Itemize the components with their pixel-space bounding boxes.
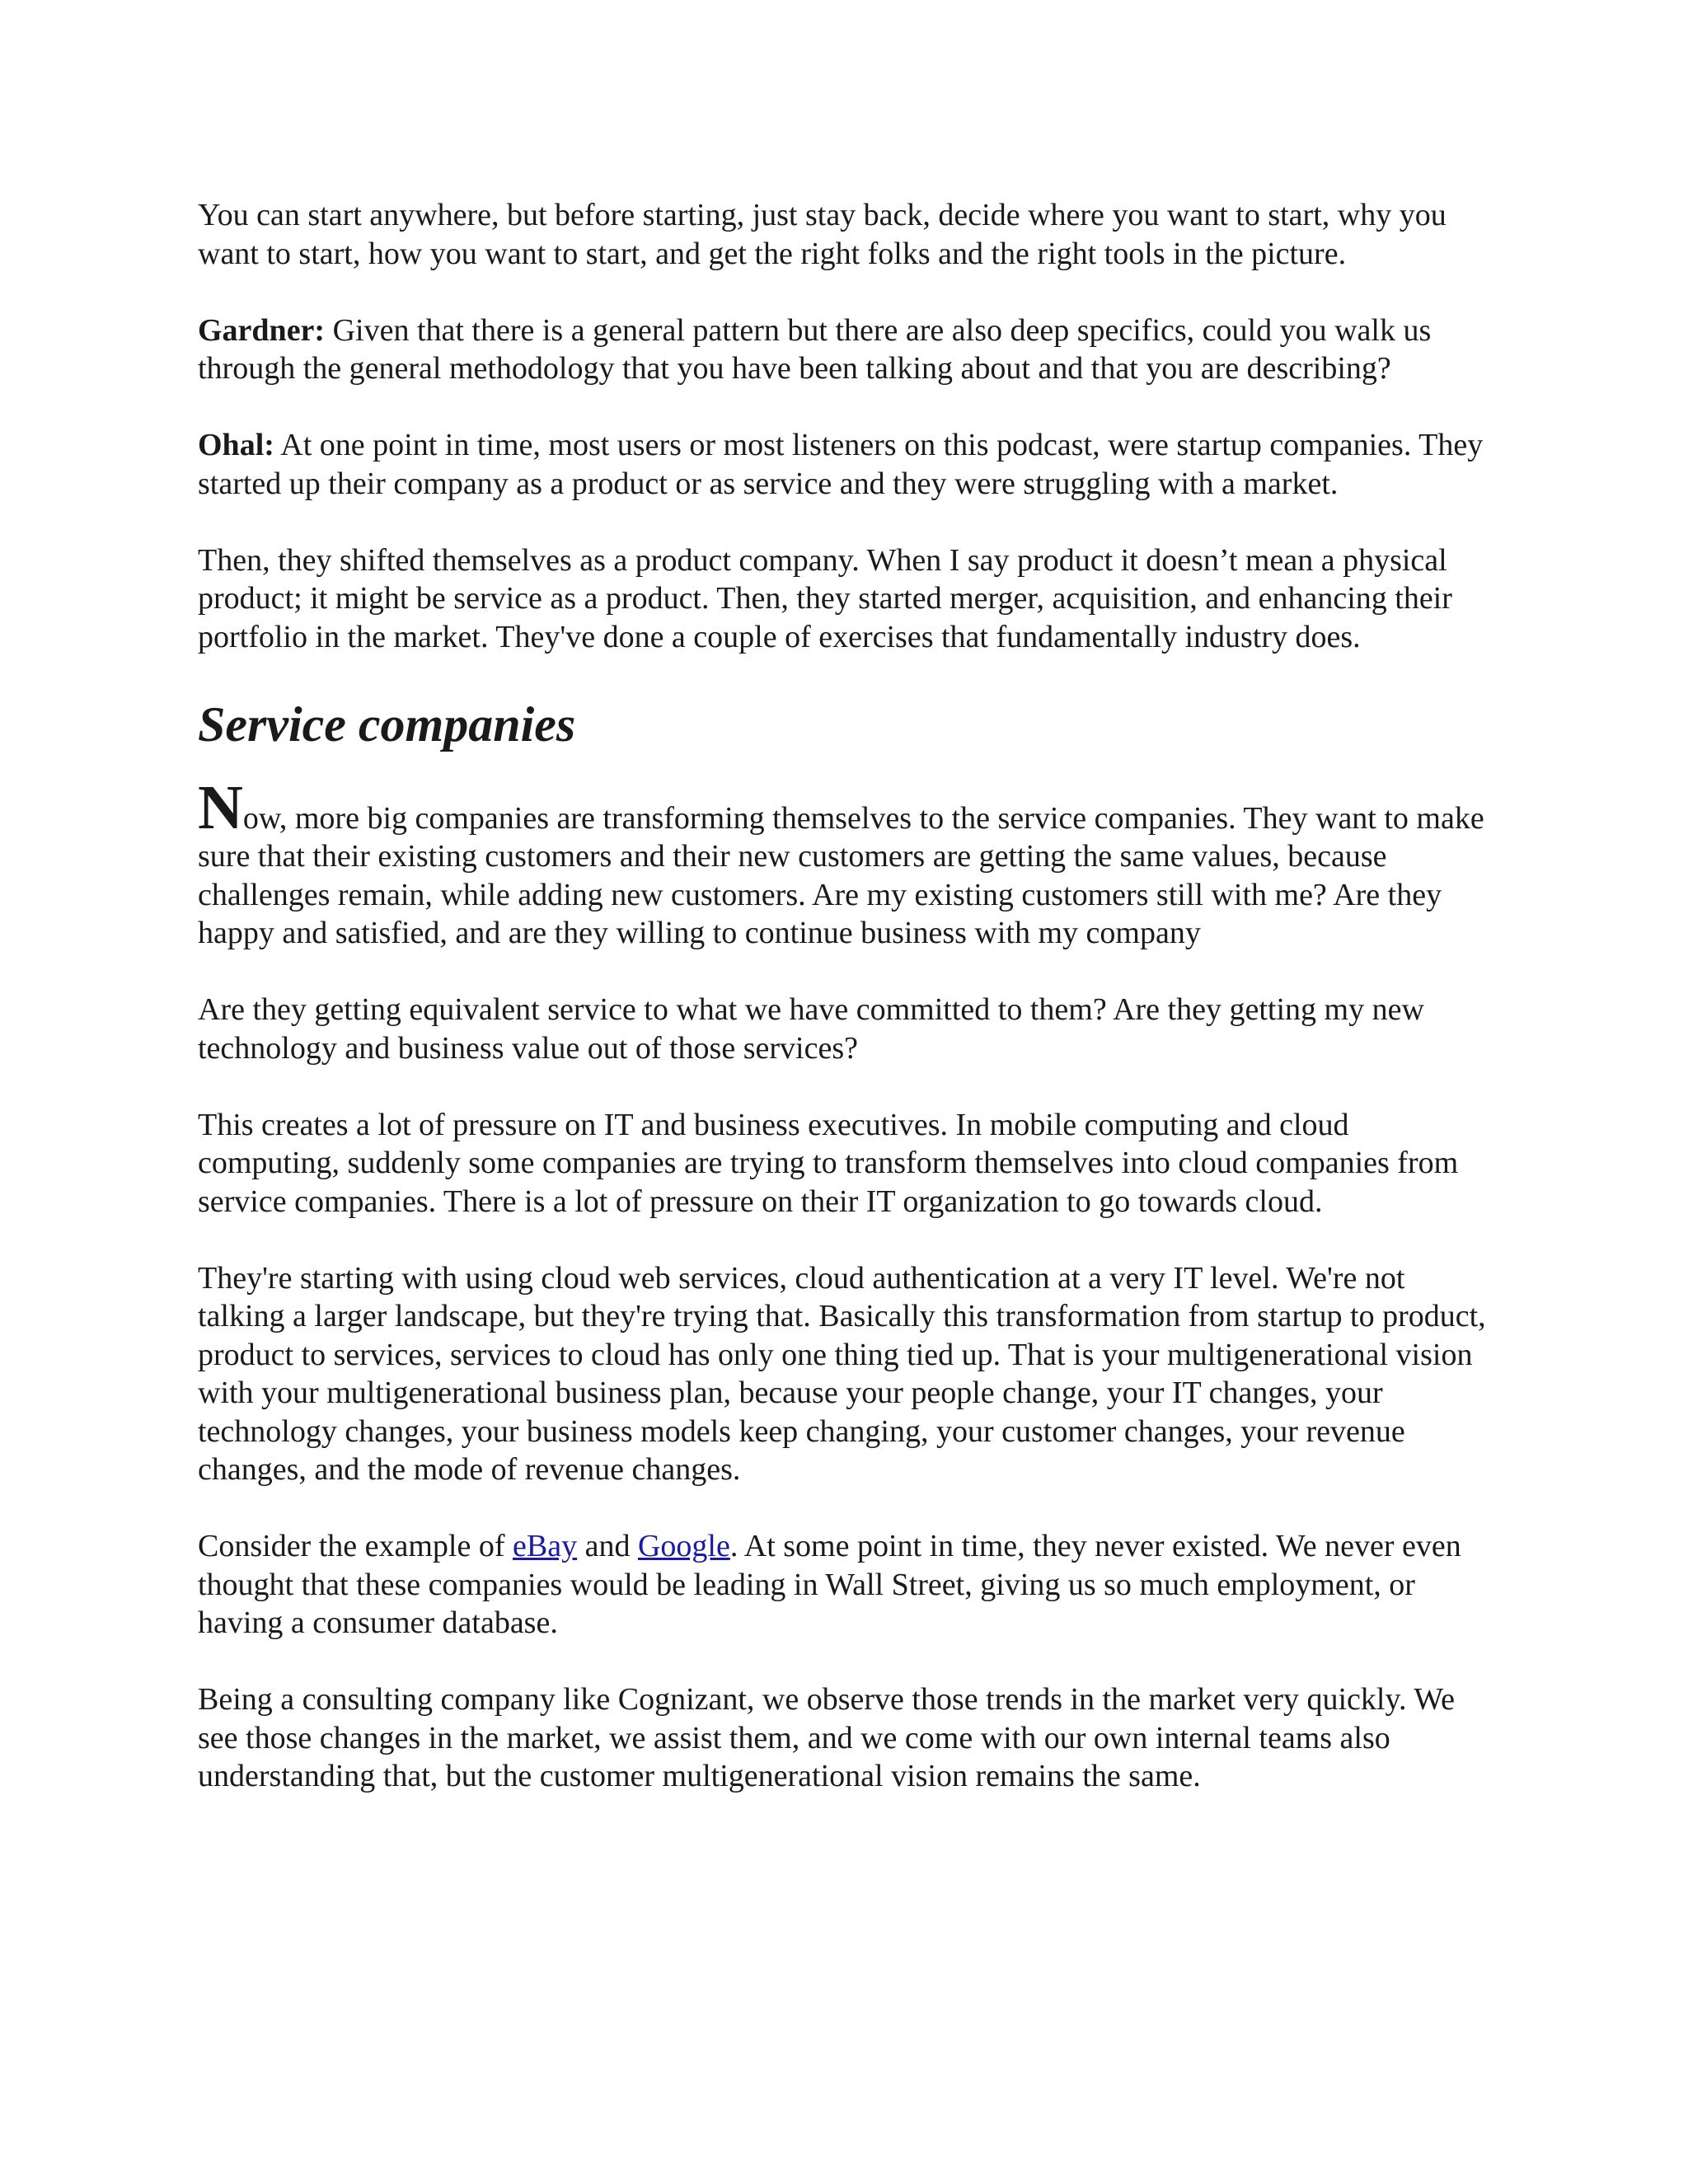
paragraph-text: ow, more big companies are transforming themselves to the service companies. They want to make sure that their existing customers and their new customers are getting the same values, because challenges remain, while adding new customers. Are my existing customers still with me? Are they happy and satisfied, and are they willing to continue business with my company <box>198 800 1484 950</box>
document-page <box>198 196 1490 1834</box>
paragraph-cloud-services: They're starting with using cloud web services, cloud authentication at a very IT level. We're not talking a larger landscape, but they're trying that. Basically this transformation from startup to product, product to services, services to cloud has only one thing tied up. That is your multigenerational vision with your multigenerational business plan, because your people change, your IT changes, your technology changes, your business models keep changing, your customer changes, your revenue changes, and the mode of revenue changes. <box>198 1260 1486 1487</box>
paragraph-text: Consider the example of <box>198 1529 513 1563</box>
google-link[interactable]: Google <box>637 1529 730 1563</box>
speaker-label-gardner: Gardner: <box>198 312 326 348</box>
paragraph-ebay-google <box>198 1527 1490 1643</box>
drop-cap: N <box>198 772 243 842</box>
paragraph-text: . At some point in time, they never existed. We never even thought that these companies would be leading in Wall Street, giving us so much employment, or having a consumer database. <box>198 1529 1461 1640</box>
paragraph-cognizant: Being a consulting company like Cognizant, we observe those trends in the market very quickly. We see those changes in the market, we assist them, and we come with our own internal teams also understanding that, but the customer multigenerational vision remains the same. <box>198 1682 1456 1793</box>
ebay-link[interactable]: eBay <box>513 1529 578 1563</box>
paragraph-text: and <box>577 1529 638 1563</box>
paragraph-product-shift: Then, they shifted themselves as a product company. When I say product it doesn’t mean a physical product; it might be service as a product. Then, they started merger, acquisition, and enhancing their portfolio in the market. They've done a couple of exercises that fundamentally industry does. <box>198 542 1452 654</box>
section-heading: Service companies <box>198 696 576 752</box>
speaker-label-ohal: Ohal: <box>198 428 274 462</box>
paragraph-text: At one point in time, most users or most listeners on this podcast, were startup companies. They started up their company as a product or as service and they were struggling with a market. <box>198 428 1484 501</box>
paragraph-it-pressure: This creates a lot of pressure on IT and business executives. In mobile computing and cloud computing, suddenly some companies are trying to transform themselves into cloud companies from service companies. There is a lot of pressure on their IT organization to go towards cloud. <box>198 1107 1459 1219</box>
paragraph-intro: You can start anywhere, but before starting, just stay back, decide where you want to start, why you want to start, how you want to start, and get the right folks and the right tools in the picture. <box>198 198 1447 271</box>
paragraph-equivalent-service: Are they getting equivalent service to what we have committed to them? Are they getting my new technology and business value out of those services? <box>198 992 1424 1066</box>
paragraph-text: Given that there is a general pattern but there are also deep specifics, could you walk us through the general methodology that you have been talking about and that you are describing? <box>198 312 1432 386</box>
paragraph-ohal-answer <box>198 426 1490 503</box>
paragraph-gardner-question <box>198 312 1490 388</box>
paragraph-service-transform <box>198 772 1490 953</box>
